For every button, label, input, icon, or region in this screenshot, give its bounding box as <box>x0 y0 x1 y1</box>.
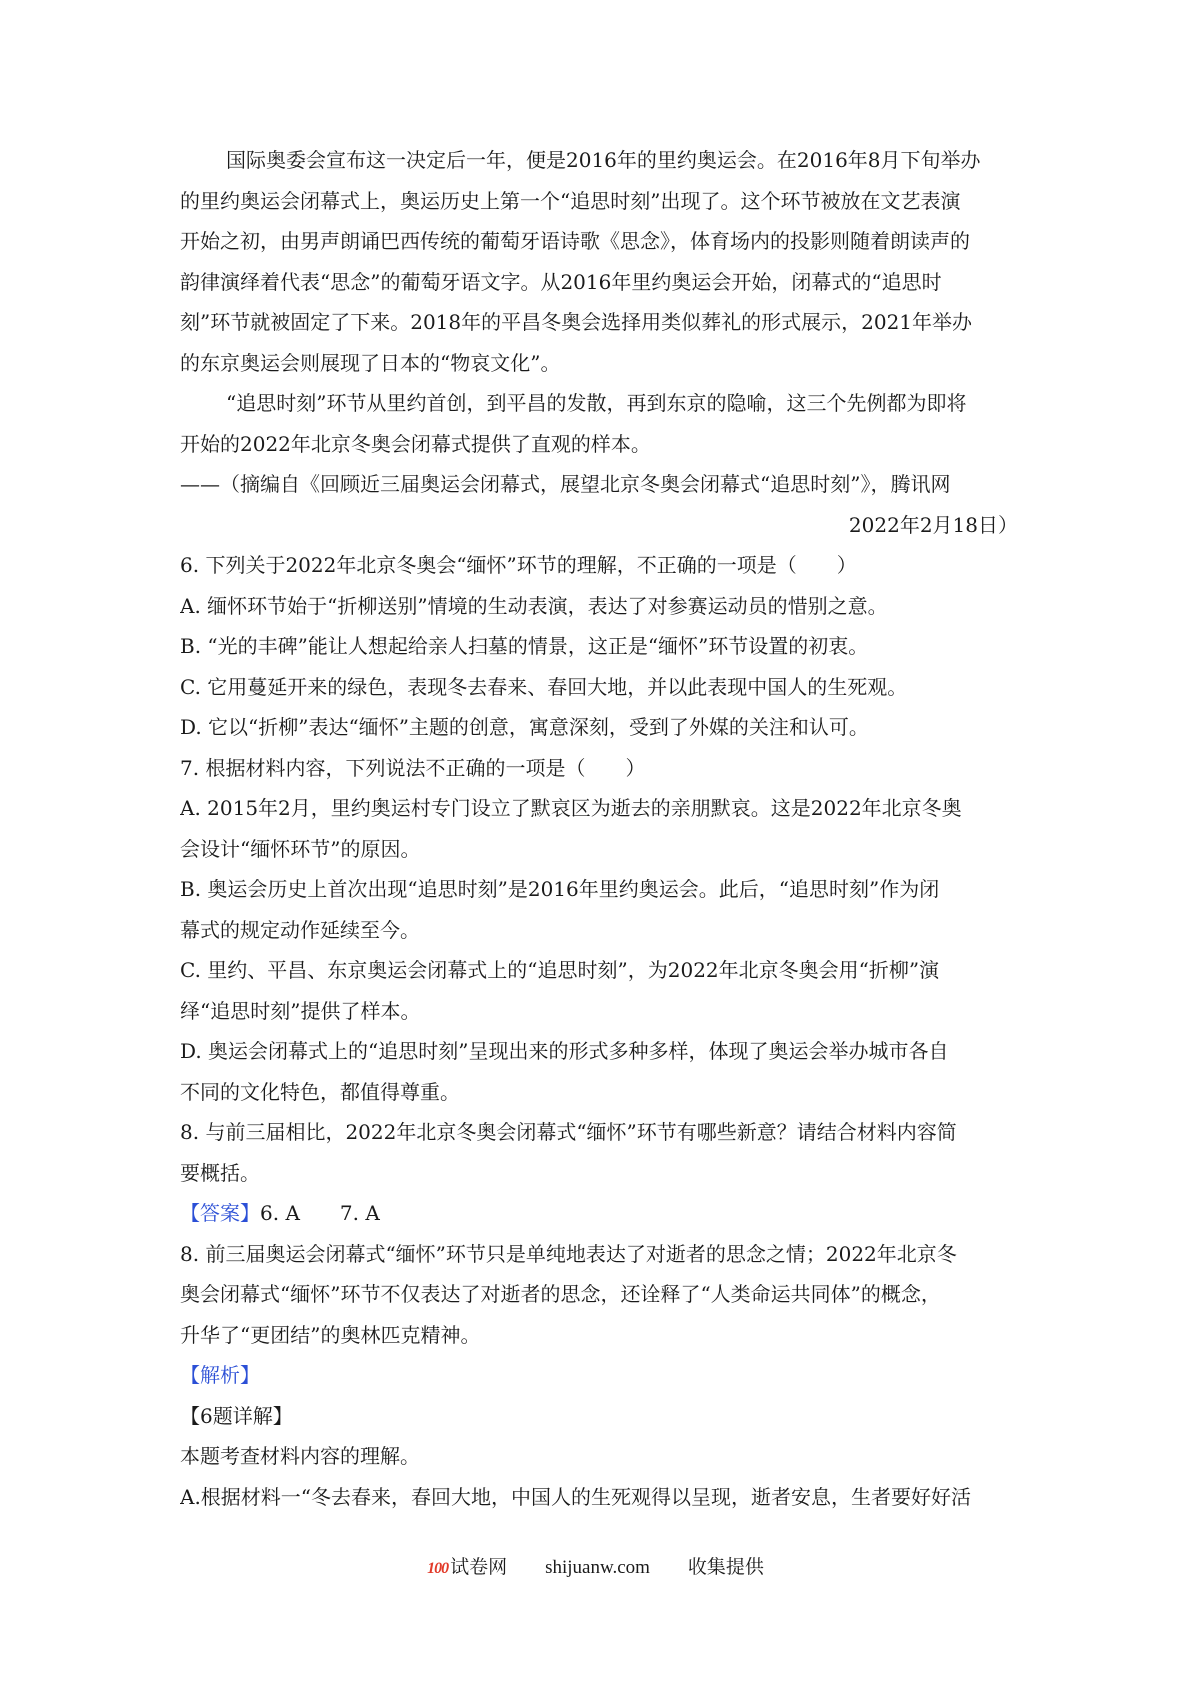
question-6-option-a: A. 缅怀环节始于“折柳送别”情境的生动表演，表达了对参赛运动员的惜别之意。 <box>180 593 888 618</box>
source-citation: ——（摘编自《回顾近三届奥运会闭幕式，展望北京冬奥会闭幕式“追思时刻”》，腾讯网 <box>180 472 951 496</box>
question-7-option-a-cont: 会设计“缅怀环节”的原因。 <box>180 836 421 861</box>
question-7-option-c-cont: 绎“追思时刻”提供了样本。 <box>180 998 421 1023</box>
text-line: 开始之初，由男声朗诵巴西传统的葡萄牙语诗歌《思念》，体育场内的投影则随着朗读声的 <box>180 229 970 253</box>
page-footer <box>0 1552 1191 1579</box>
question-7-option-b: B. 奥运会历史上首次出现“追思时刻”是2016年里约奥运会。此后，“追思时刻”作为闭 <box>180 877 940 901</box>
answer-text: 6. A 7. A <box>260 1201 380 1225</box>
document-body <box>180 140 1018 1517</box>
question-7: 7. 根据材料内容，下列说法不正确的一项是（ ） <box>180 755 646 780</box>
detail-text: 本题考查材料内容的理解。 <box>180 1444 420 1468</box>
answer-8-cont: 升华了“更团结”的奥林匹克精神。 <box>180 1322 481 1347</box>
question-7-option-b-cont: 幕式的规定动作延续至今。 <box>180 917 420 942</box>
question-6: 6. 下列关于2022年北京冬奥会“缅怀”环节的理解，不正确的一项是（ ） <box>180 553 857 577</box>
answer-8: 8. 前三届奥运会闭幕式“缅怀”环节只是单纯地表达了对逝者的思念之情；2022年北京冬 <box>180 1241 957 1266</box>
site-url: shijuanw.com <box>545 1557 650 1578</box>
text-line: 国际奥委会宣布这一决定后一年，便是2016年的里约奥运会。在2016年8月下旬举办 <box>226 148 981 172</box>
question-7-option-c: C. 里约、平昌、东京奥运会闭幕式上的“追思时刻”，为2022年北京冬奥会用“折柳”演 <box>180 958 940 982</box>
question-6-option-d: D. 它以“折柳”表达“缅怀”主题的创意，寓意深刻，受到了外媒的关注和认可。 <box>180 715 869 739</box>
question-6-option-b: B. “光的丰碑”能让人想起给亲人扫墓的情景，这正是“缅怀”环节设置的初衷。 <box>180 634 869 658</box>
text-line: 刻”环节就被固定了下来。2018年的平昌冬奥会选择用类似葬礼的形式展示，2021年举办 <box>180 310 973 334</box>
answer-8-cont: 奥会闭幕式“缅怀”环节不仅表达了对逝者的思念，还诠释了“人类命运共同体”的概念， <box>180 1282 941 1306</box>
brand-name: 试卷网 <box>450 1557 508 1578</box>
source-date: 2022年2月18日） <box>848 512 1018 537</box>
text-line: “追思时刻”环节从里约首创，到平昌的发散，再到东京的隐喻，这三个先例都为即将 <box>226 391 967 415</box>
detail-heading-6: 【6题详解】 <box>180 1403 293 1428</box>
question-7-option-a: A. 2015年2月，里约奥运村专门设立了默哀区为逝去的亲朋默哀。这是2022年北京冬奥 <box>180 796 962 820</box>
brand-logo: 100 <box>427 1560 449 1577</box>
footer-note: 收集提供 <box>687 1557 764 1578</box>
analysis-label: 【解析】 <box>180 1363 260 1387</box>
answer-line <box>180 1193 1018 1234</box>
answer-label: 【答案】 <box>180 1201 260 1225</box>
text-line: 的里约奥运会闭幕式上，奥运历史上第一个“追思时刻”出现了。这个环节被放在文艺表演 <box>180 188 961 213</box>
text-line: 韵律演绎着代表“思念”的葡萄牙语文字。从2016年里约奥运会开始，闭幕式的“追思时 <box>180 269 942 294</box>
text-line: 的东京奥运会则展现了日本的“物哀文化”。 <box>180 350 561 375</box>
question-8: 8. 与前三届相比，2022年北京冬奥会闭幕式“缅怀”环节有哪些新意？请结合材料内容简 <box>180 1120 957 1144</box>
question-7-option-d-cont: 不同的文化特色，都值得尊重。 <box>180 1079 460 1104</box>
question-8-cont: 要概括。 <box>180 1160 260 1185</box>
question-6-option-c: C. 它用蔓延开来的绿色，表现冬去春来、春回大地，并以此表现中国人的生死观。 <box>180 674 908 699</box>
detail-text: A.根据材料一“冬去春来，春回大地，中国人的生死观得以呈现，逝者安息，生者要好好活 <box>180 1484 972 1509</box>
question-7-option-d: D. 奥运会闭幕式上的“追思时刻”呈现出来的形式多种多样，体现了奥运会举办城市各自 <box>180 1039 949 1063</box>
text-line: 开始的2022年北京冬奥会闭幕式提供了直观的样本。 <box>180 431 651 456</box>
